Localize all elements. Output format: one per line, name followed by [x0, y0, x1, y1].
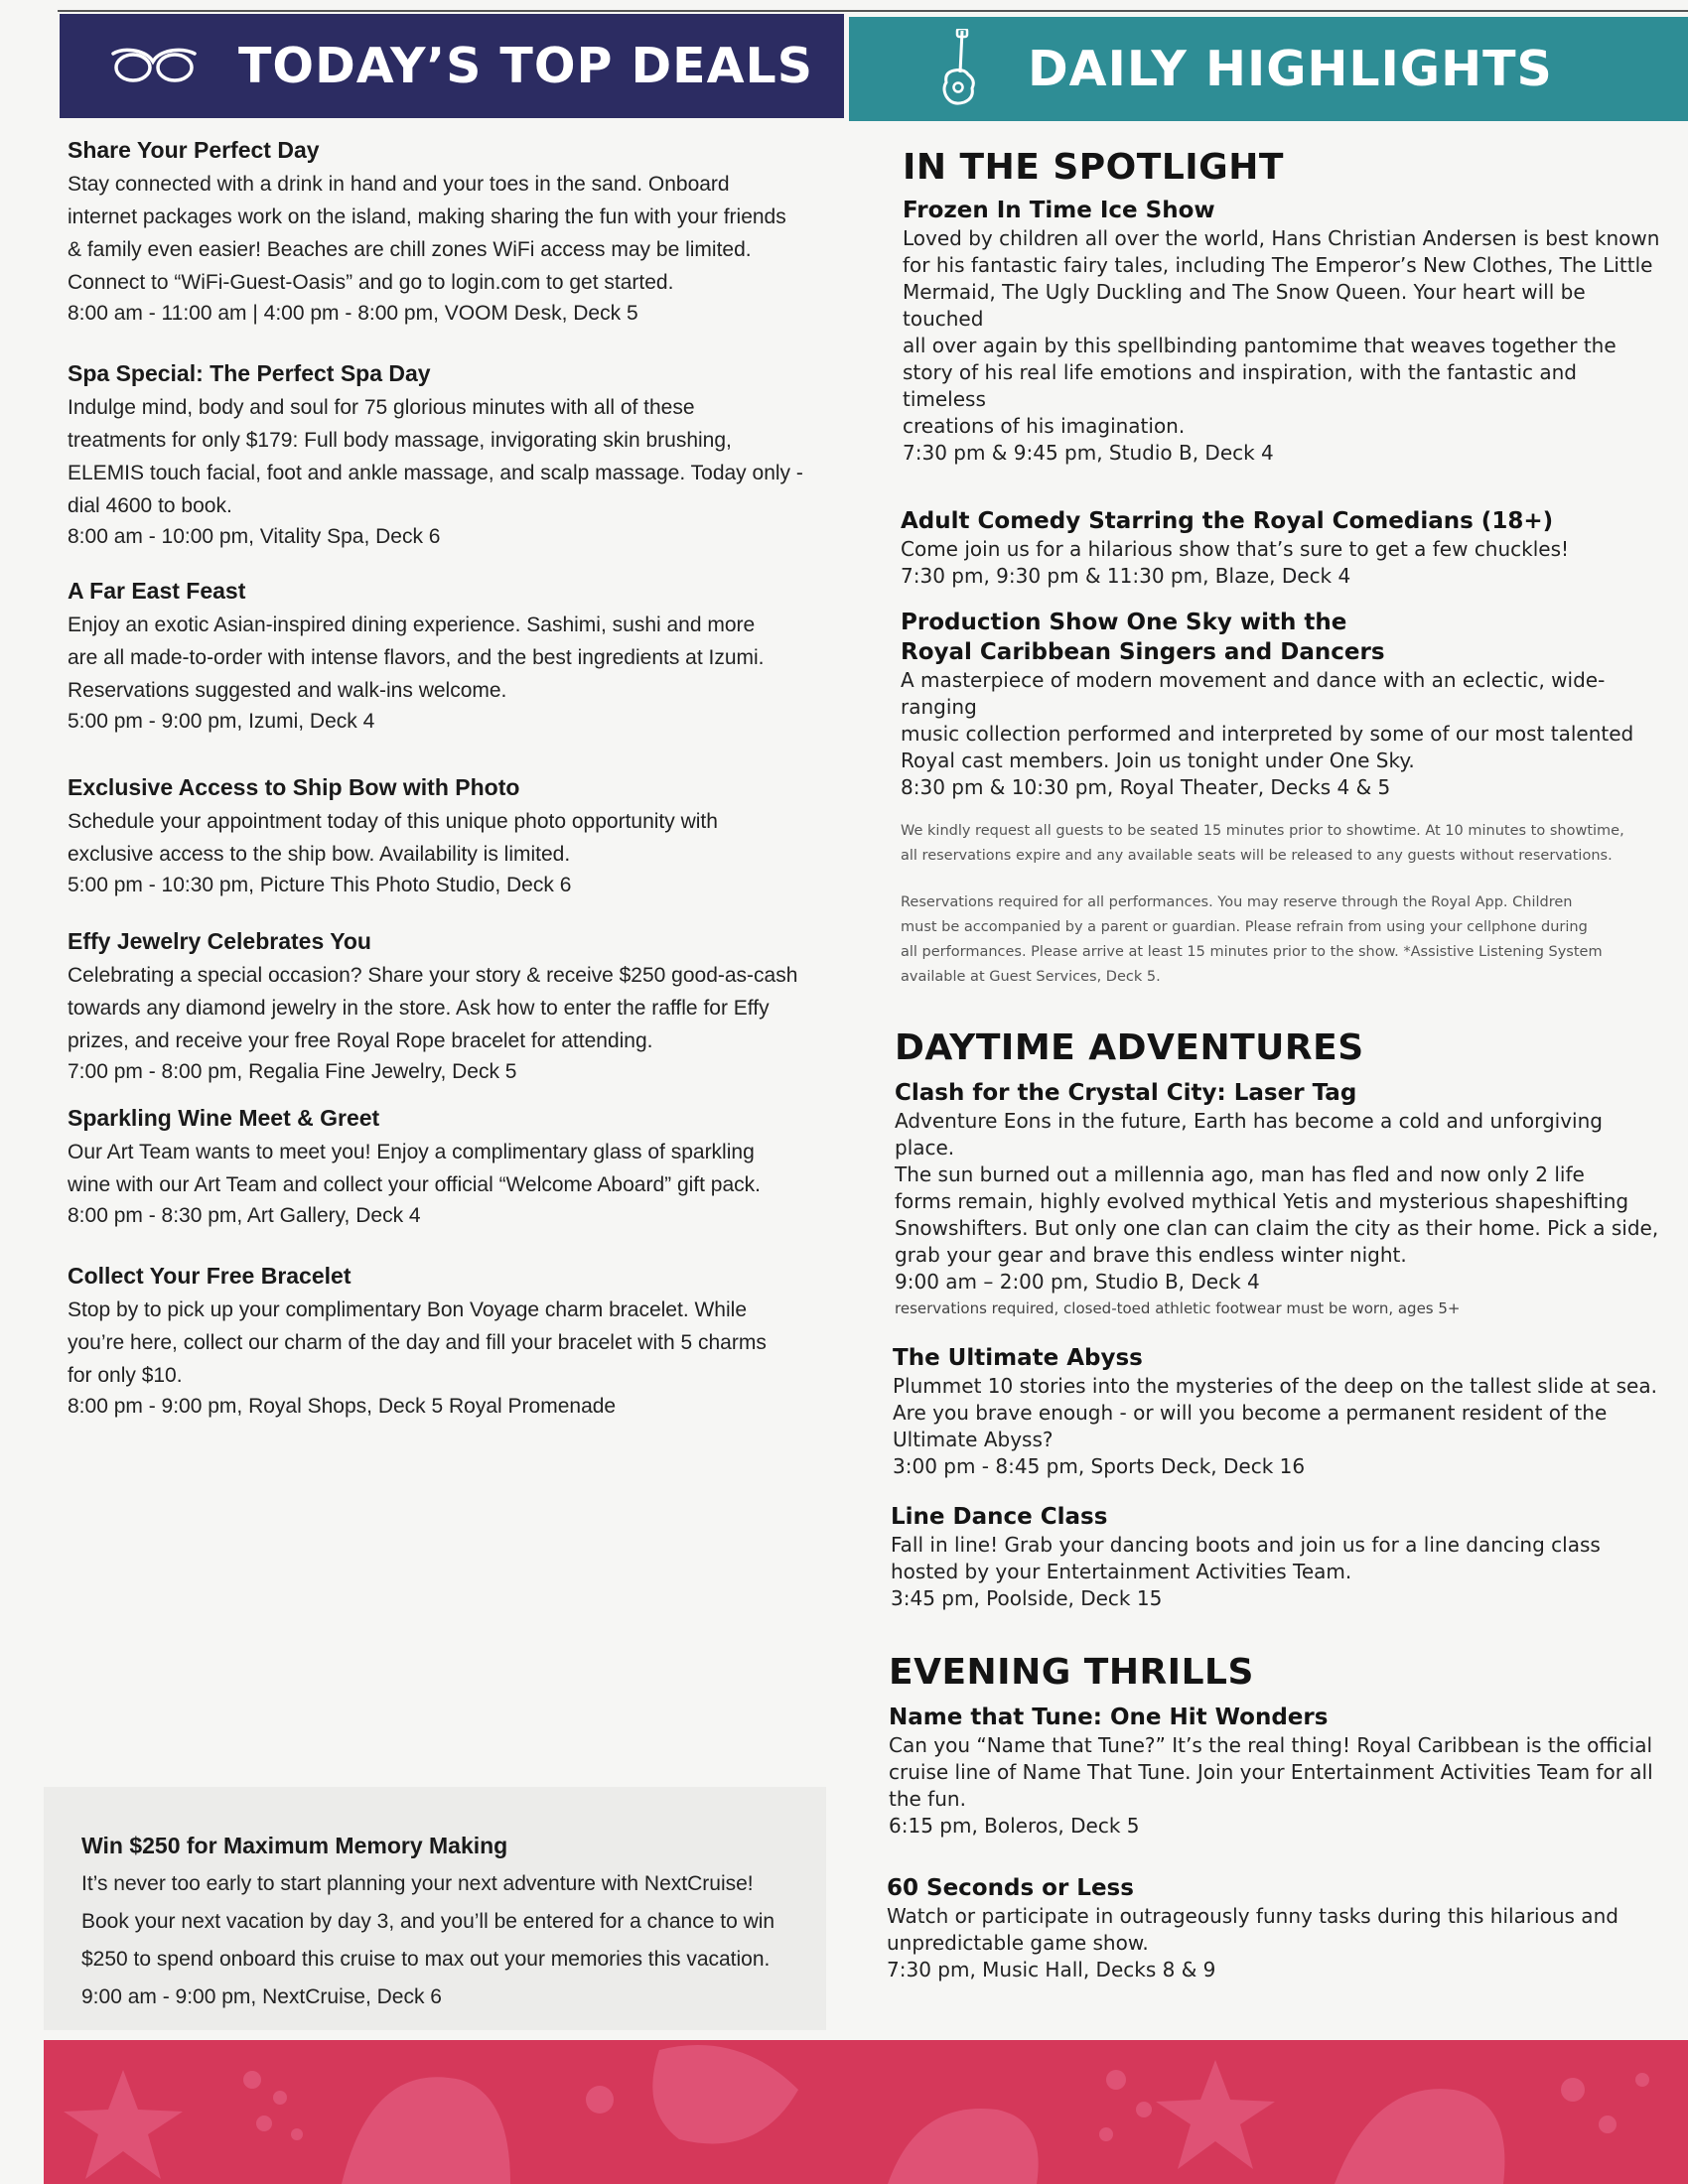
deal-line: Enjoy an exotic Asian-inspired dining experience. Sashimi, sushi and more: [68, 614, 756, 636]
deal-line: Stop by to pick up your complimentary Bon Voyage charm bracelet. While: [68, 1298, 747, 1321]
deal-line: prizes, and receive your free Royal Rope bracelet for attending.: [68, 1029, 653, 1052]
event-line: cruise line of Name That Tune. Join your Entertainment Activities Team for all: [889, 1760, 1653, 1784]
event-note: reservations required, closed-toed athletic footwear must be worn, ages 5+: [895, 1299, 1461, 1317]
event-line: unpredictable game show.: [887, 1931, 1149, 1955]
note-line: Reservations required for all performances. You may reserve through the Royal App. Children: [901, 894, 1573, 910]
event-line: the fun.: [889, 1787, 966, 1811]
deal-line: Stay connected with a drink in hand and your toes in the sand. Onboard: [68, 173, 730, 196]
deal-line: dial 4600 to book.: [68, 494, 232, 517]
event-line: hosted by your Entertainment Activities Team.: [891, 1560, 1352, 1583]
note-line: must be accompanied by a parent or guardian. Please refrain from using your cellphone during: [901, 919, 1588, 935]
promo-line: It’s never too early to start planning your next adventure with NextCruise!: [81, 1872, 754, 1895]
deal-item: [68, 1263, 812, 1422]
page-top-rule: [58, 10, 1688, 12]
event-time: 8:30 pm & 10:30 pm, Royal Theater, Decks 4 & 5: [901, 775, 1391, 799]
event-line: Royal cast members. Join us tonight under One Sky.: [901, 749, 1415, 772]
deal-item: [68, 774, 812, 900]
deal-line: ELEMIS touch facial, foot and ankle massage, and scalp massage. Today only -: [68, 462, 803, 484]
deal-time: 8:00 pm - 9:00 pm, Royal Shops, Deck 5 Royal Promenade: [68, 1395, 617, 1418]
deal-title: Spa Special: The Perfect Spa Day: [68, 360, 431, 386]
event-item: [889, 1703, 1661, 1840]
event-title: Frozen In Time Ice Show: [903, 198, 1215, 223]
event-line: Adventure Eons in the future, Earth has become a cold and unforgiving place.: [895, 1109, 1603, 1160]
promo-title: Win $250 for Maximum Memory Making: [81, 1833, 508, 1858]
event-line: Plummet 10 stories into the mysteries of the deep on the tallest slide at sea.: [893, 1374, 1657, 1398]
deal-line: Reservations suggested and walk-ins welcome.: [68, 679, 507, 702]
event-title: 60 Seconds or Less: [887, 1875, 1134, 1901]
deal-title: Share Your Perfect Day: [68, 137, 320, 163]
deal-title: Collect Your Free Bracelet: [68, 1263, 352, 1289]
event-line: Fall in line! Grab your dancing boots and join us for a line dancing class: [891, 1533, 1601, 1557]
event-time: 6:15 pm, Boleros, Deck 5: [889, 1814, 1140, 1838]
deal-time: 5:00 pm - 10:30 pm, Picture This Photo Studio, Deck 6: [68, 874, 572, 896]
deal-item: [68, 928, 812, 1087]
event-title: The Ultimate Abyss: [893, 1345, 1143, 1371]
decorative-footer-banner: [44, 2040, 1688, 2184]
event-title: Clash for the Crystal City: Laser Tag: [895, 1080, 1357, 1106]
event-item: [903, 196, 1661, 467]
deal-title: Effy Jewelry Celebrates You: [68, 928, 371, 954]
daily-highlights-title: DAILY HIGHLIGHTS: [1028, 41, 1553, 97]
deal-line: Schedule your appointment today of this unique photo opportunity with: [68, 810, 718, 833]
event-line: Ultimate Abyss?: [893, 1428, 1054, 1451]
event-line: Can you “Name that Tune?” It’s the real thing! Royal Caribbean is the official: [889, 1733, 1653, 1757]
seating-note: [901, 819, 1661, 869]
event-line: music collection performed and interpreted by some of our most talented: [901, 722, 1634, 746]
nextcruise-promo-box: [44, 1787, 826, 2030]
event-title: Royal Caribbean Singers and Dancers: [901, 639, 1385, 665]
deal-time: 5:00 pm - 9:00 pm, Izumi, Deck 4: [68, 710, 375, 733]
note-line: all performances. Please arrive at least 15 minutes prior to the show. *Assistive Listening System: [901, 944, 1603, 960]
event-line: creations of his imagination.: [903, 414, 1186, 438]
event-item: [901, 608, 1661, 801]
deal-item: [68, 137, 812, 329]
deal-time: 8:00 am - 10:00 pm, Vitality Spa, Deck 6: [68, 525, 441, 548]
promo-line: Book your next vacation by day 3, and you’ll be entered for a chance to win: [81, 1910, 775, 1933]
event-line: Watch or participate in outrageously funny tasks during this hilarious and: [887, 1904, 1618, 1928]
event-item: [887, 1873, 1661, 1983]
event-title: Name that Tune: One Hit Wonders: [889, 1705, 1329, 1730]
event-title: Line Dance Class: [891, 1504, 1108, 1530]
deal-line: wine with our Art Team and collect your official “Welcome Aboard” gift pack.: [68, 1173, 761, 1196]
deal-line: Indulge mind, body and soul for 75 glorious minutes with all of these: [68, 396, 695, 419]
deal-time: 8:00 am - 11:00 am | 4:00 pm - 8:00 pm, VOOM Desk, Deck 5: [68, 302, 638, 325]
event-line: Snowshifters. But only one clan can claim the city as their home. Pick a side,: [895, 1216, 1659, 1240]
event-line: forms remain, highly evolved mythical Yetis and mysterious shapeshifting: [895, 1189, 1629, 1213]
deal-time: 7:00 pm - 8:00 pm, Regalia Fine Jewelry, Deck 5: [68, 1060, 517, 1083]
deal-line: Celebrating a special occasion? Share your story & receive $250 good-as-cash: [68, 964, 798, 987]
daytime-heading: DAYTIME ADVENTURES: [895, 1027, 1364, 1068]
deal-line: & family even easier! Beaches are chill zones WiFi access may be limited.: [68, 238, 752, 261]
event-time: 7:30 pm & 9:45 pm, Studio B, Deck 4: [903, 441, 1274, 465]
deal-item: [68, 578, 812, 737]
sunglasses-icon: [109, 42, 199, 91]
guitar-icon: [938, 29, 978, 110]
event-time: 9:00 am – 2:00 pm, Studio B, Deck 4: [895, 1270, 1260, 1294]
spotlight-heading: IN THE SPOTLIGHT: [903, 147, 1284, 188]
beach-pattern-graphic: [44, 2040, 1688, 2184]
daily-highlights-header: [849, 17, 1688, 121]
event-time: 7:30 pm, Music Hall, Decks 8 & 9: [887, 1958, 1216, 1981]
deal-title: Sparkling Wine Meet & Greet: [68, 1105, 380, 1131]
event-line: Come join us for a hilarious show that’s sure to get a few chuckles!: [901, 537, 1570, 561]
event-line: A masterpiece of modern movement and dance with an eclectic, wide-ranging: [901, 668, 1606, 719]
event-time: 3:00 pm - 8:45 pm, Sports Deck, Deck 16: [893, 1454, 1306, 1478]
daily-highlights-content: [887, 147, 1661, 1983]
event-time: 7:30 pm, 9:30 pm & 11:30 pm, Blaze, Deck 4: [901, 564, 1351, 588]
deal-line: treatments for only $179: Full body massage, invigorating skin brushing,: [68, 429, 732, 452]
event-line: for his fantastic fairy tales, including The Emperor’s New Clothes, The Little: [903, 253, 1653, 277]
evening-heading: EVENING THRILLS: [889, 1652, 1254, 1693]
deal-line: Our Art Team wants to meet you! Enjoy a complimentary glass of sparkling: [68, 1141, 755, 1163]
deal-line: towards any diamond jewelry in the store. Ask how to enter the raffle for Effy: [68, 997, 770, 1020]
note-line: We kindly request all guests to be seated 15 minutes prior to showtime. At 10 minutes to showtime,: [901, 823, 1624, 839]
deal-line: internet packages work on the island, making sharing the fun with your friends: [68, 205, 786, 228]
event-line: The sun burned out a millennia ago, man has fled and now only 2 life: [895, 1162, 1585, 1186]
deal-line: for only $10.: [68, 1364, 183, 1387]
top-deals-header: [60, 14, 844, 118]
note-line: available at Guest Services, Deck 5.: [901, 969, 1161, 985]
reservation-note: [901, 890, 1661, 990]
event-time: 3:45 pm, Poolside, Deck 15: [891, 1586, 1163, 1610]
deal-line: are all made-to-order with intense flavors, and the best ingredients at Izumi.: [68, 646, 765, 669]
event-item: [891, 1502, 1661, 1612]
deal-line: Connect to “WiFi-Guest-Oasis” and go to login.com to get started.: [68, 271, 674, 294]
deal-item: [68, 360, 812, 552]
deal-line: you’re here, collect our charm of the day and fill your bracelet with 5 charms: [68, 1331, 767, 1354]
event-line: Mermaid, The Ugly Duckling and The Snow Queen. Your heart will be touched: [903, 280, 1586, 331]
event-item: [895, 1078, 1661, 1321]
deal-title: Exclusive Access to Ship Bow with Photo: [68, 774, 520, 800]
event-line: story of his real life emotions and inspiration, with the fantastic and timeless: [903, 360, 1577, 411]
deal-line: exclusive access to the ship bow. Availability is limited.: [68, 843, 571, 866]
event-line: all over again by this spellbinding pantomime that weaves together the: [903, 334, 1617, 357]
promo-line: $250 to spend onboard this cruise to max out your memories this vacation.: [81, 1948, 771, 1971]
event-line: grab your gear and brave this endless winter night.: [895, 1243, 1407, 1267]
deal-title: A Far East Feast: [68, 578, 246, 604]
deal-item: [68, 1105, 812, 1231]
event-line: Are you brave enough - or will you become a permanent resident of the: [893, 1401, 1608, 1425]
note-line: all reservations expire and any available seats will be released to any guests without reservations.: [901, 848, 1613, 864]
event-title: Adult Comedy Starring the Royal Comedians (18+): [901, 508, 1554, 534]
top-deals-list: [68, 137, 812, 1422]
event-item: [893, 1343, 1661, 1480]
event-line: Loved by children all over the world, Hans Christian Andersen is best known: [903, 226, 1660, 250]
top-deals-title: TODAY’S TOP DEALS: [238, 38, 814, 94]
promo-time: 9:00 am - 9:00 pm, NextCruise, Deck 6: [81, 1985, 442, 2008]
event-item: [901, 506, 1661, 590]
deal-time: 8:00 pm - 8:30 pm, Art Gallery, Deck 4: [68, 1204, 421, 1227]
event-title: Production Show One Sky with the: [901, 610, 1347, 635]
